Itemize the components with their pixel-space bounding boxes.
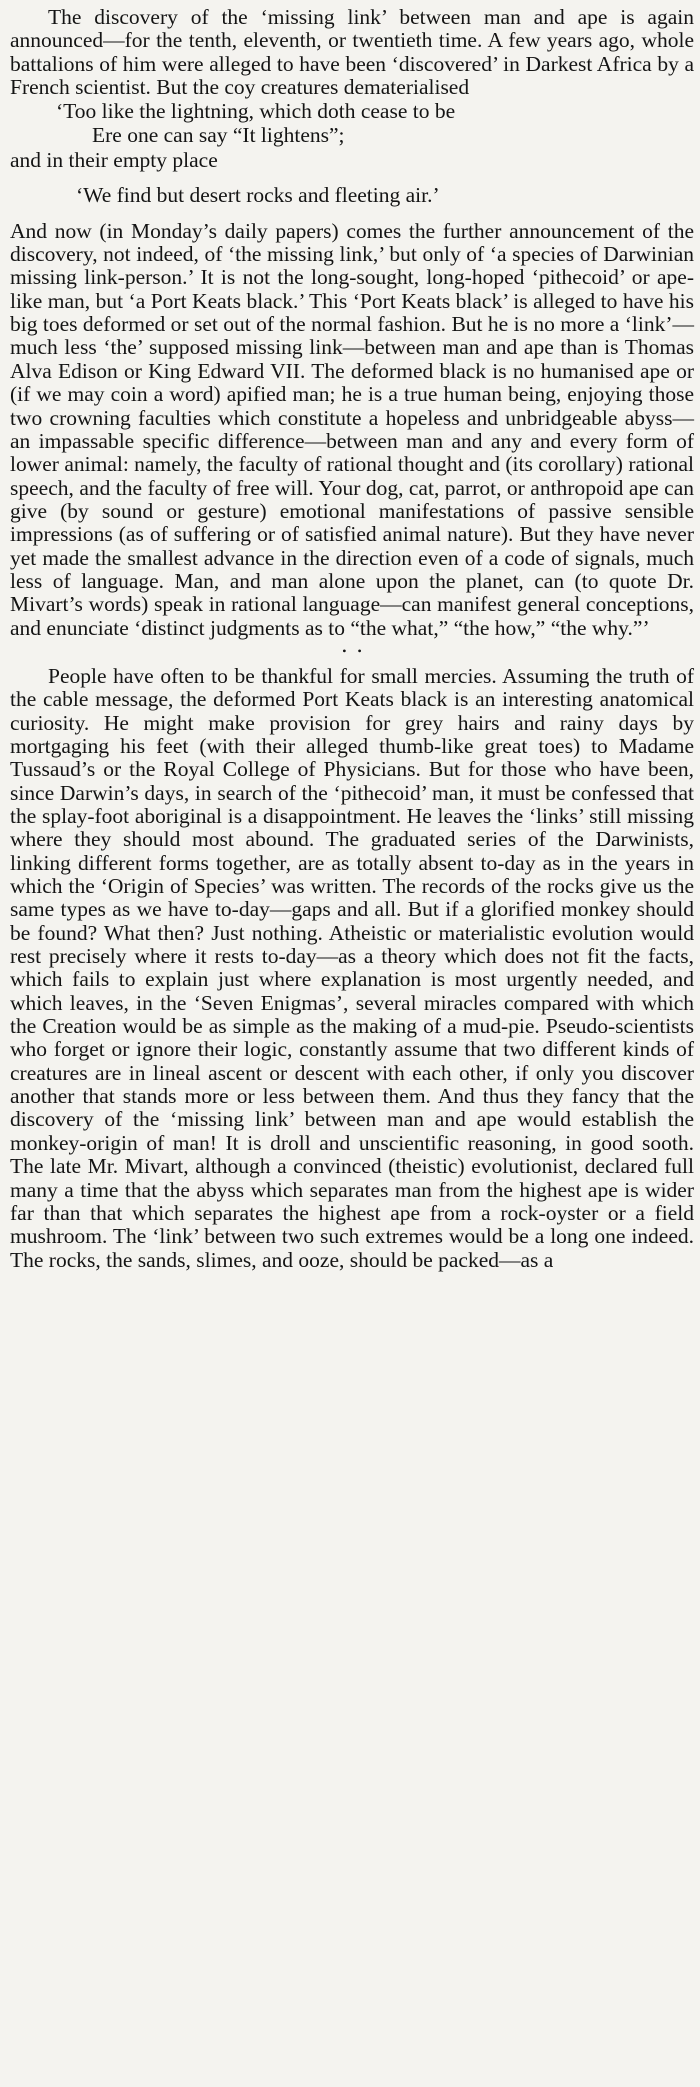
paragraph-port-keats-black: And now (in Monday’s daily papers) comes the further announcement of the discovery, not indeed, of ‘the missing link,’ but only of ‘a species of Darwinian missing link-person.’ It is not the long-sought, long-hoped ‘pithecoid’ or ape-like man, but ‘a Port Keats black.’ This ‘Port Keats black’ is alleged to have his big toes deformed or set out of the normal fashion. But he is no more a ‘link’—much less ‘the’ supposed missing link—between man and ape than is Thomas Alva Edison or King Edward VII. The deformed black is no humanised ape or (if we may coin a word) apified man; he is a true human being, enjoying those two crowning faculties which constitute a hopeless and unbridgeable abyss—an impassable specific difference—between man and any and every form of lower animal: namely, the faculty of rational thought and (its corollary) rational speech, and the faculty of free will. Your dog, cat, parrot, or anthropoid ape can give (by sound or gesture) emotional manifestations of passive sensible impressions (as of suffering or of satisfied animal nature). But they have never yet made the smallest advance in the direction even of a code of signals, much less of language. Man, and man alone upon the planet, can (to quote Dr. Mivart’s words) speak in rational language—can manifest general conceptions, and enunciate ‘distinct judgments as to “the what,” “the how,” “the why.”’ [10,218,694,640]
paragraph-small-mercies: People have often to be thankful for small mercies. Assuming the truth of the cable message, the deformed Port Keats black is an interesting anatomical curiosity. He might make provision for grey hairs and rainy days by mortgaging his feet (with their alleged thumb-like great toes) to Madame Tussaud’s or the Royal College of Physicians. But for those who have been, since Darwin’s days, in search of the ‘pithecoid’ man, it must be confessed that the splay-foot aboriginal is a disappointment. He leaves the ‘links’ still missing where they should most abound. The graduated series of the Darwinists, linking different forms together, are as totally absent to-day as in the years in which the ‘Origin of Species’ was written. The records of the rocks give us the same types as we have to-day—gaps and all. But if a glorified monkey should be found? What then? Just nothing. Atheistic or materialistic evolution would rest precisely where it rests to-day—as a theory which does not fit the facts, which fails to explain just where explanation is most urgently needed, and which leaves, in the ‘Seven Enigmas’, several miracles compared with which the Creation would be as simple as the making of a mud-pie. Pseudo-scientists who forget or ignore their logic, constantly assume that two different kinds of creatures are in lineal ascent or descent with each other, if only you discover another that stands more or less between them. And thus they fancy that the discovery of the ‘missing link’ between man and ape would establish the monkey-origin of man! It is droll and unscientific reasoning, in good sooth. The late Mr. Mivart, although a convinced (theistic) evolutionist, declared full many a time that the abyss which separates man from the highest ape is wider far than that which separates the highest ape from a rock-oyster or a field mushroom. The ‘link’ between two such extremes would be a long one indeed. The rocks, the sands, slimes, and ooze, should be packed—as a [10,663,694,1272]
paragraph-missing-link-announced: The discovery of the ‘missing link’ between man and ape is again announced—for the tenth, eleventh, or twentieth time. A few years ago, whole battalions of him were alleged to have been ‘discovered’ in Darkest Africa by a French scientist. But the coy creatures dematerialised [10,5,694,100]
verse-line: ‘Too like the lightning, which doth cease to be [56,99,456,124]
verse-quotation-desert-rocks: ‘We find but desert rocks and fleeting air.’ [76,183,440,208]
paragraph-empty-place: and in their empty place [10,148,218,173]
verse-quotation-lightning [10,100,694,147]
section-separator [10,643,694,658]
separator-dots: • • [342,643,366,658]
verse-line: Ere one can say “It lightens”; [92,122,345,147]
